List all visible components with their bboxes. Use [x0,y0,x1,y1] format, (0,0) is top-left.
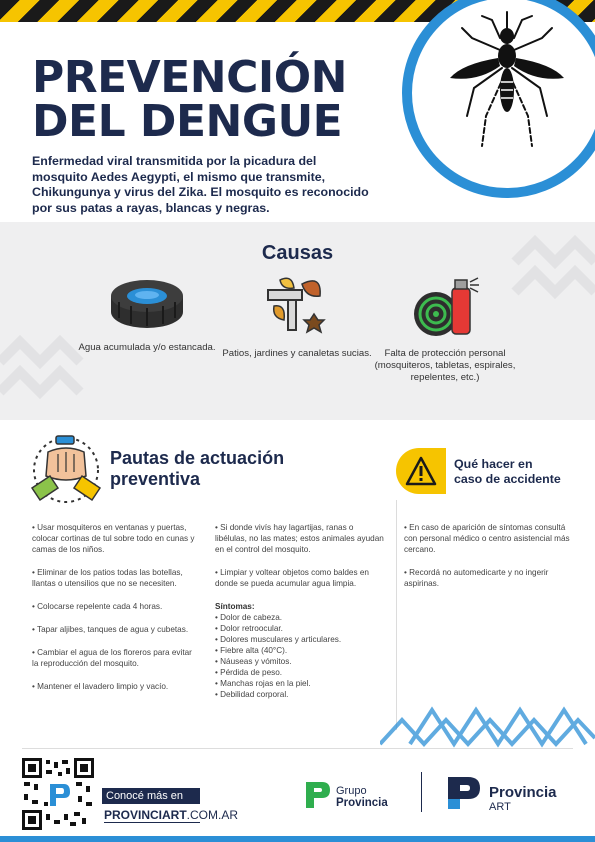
list-item: • Tapar aljibes, tanques de agua y cubetas. [32,625,189,634]
list-item: • Cambiar el agua de los floreros para evitar la reproducción del mosquito. [32,648,192,668]
sintoma-item: • Fiebre alta (40°C). [215,646,288,655]
accident-title [454,457,594,487]
website-link[interactable] [104,808,238,822]
provincia-art-logo-icon [446,775,482,811]
grupo-provincia-logo-icon [304,780,332,810]
sintoma-item: • Pérdida de peso. [215,668,283,677]
pautas-title-line-1: Pautas de actuación [110,448,285,468]
warning-icon [404,455,438,487]
column-divider [396,500,397,730]
provincia-art-sub: ART [489,801,511,813]
list-item: • Eliminar de los patios todas las botellas, llantas o utensilios que no se necesiten. [32,568,183,588]
cta-label: Conocé más en [102,788,200,804]
grupo-label: Grupo [336,785,367,797]
sintoma-item: • Manchas rojas en la piel. [215,679,311,688]
causas-section [0,222,595,420]
provincia-label: Provincia [336,797,388,809]
list-item: • Si donde vivís hay lagartijas, ranas o libélulas, no las mates; estos animales ayudan en el control del mosquito. [215,523,384,554]
cause-dirty-gutters [222,274,372,360]
cause-stagnant-water [72,274,222,354]
grupo-provincia-logo-text [336,785,388,809]
cause-label-1: Agua acumulada y/o estancada. [78,342,216,353]
pautas-column-1 [32,522,200,704]
page-title [32,52,348,147]
sintoma-item: • Dolor de cabeza. [215,613,283,622]
repellent-spray-icon [410,274,480,340]
bottom-bar [0,836,595,842]
mosquito-icon [412,0,595,188]
provincia-art-name: Provincia [489,784,557,801]
accidente-column [404,522,574,601]
accident-header [396,448,595,494]
list-item: • Usar mosquiteros en ventanas y puertas, colocar cortinas de tul sobre todo en cunas y camas de los niños. [32,523,195,554]
cause-label-2: Patios, jardines y canaletas sucias. [222,348,372,359]
list-item: • Recordá no automedicarte y no ingerir aspirinas. [404,568,549,588]
gutter-leaves-icon [262,274,332,340]
bottom-pattern [380,700,595,748]
list-item: • En caso de aparición de síntomas consultá con personal médico o centro asistencial más cercano. [404,523,570,554]
hands-icon [28,432,104,504]
list-item: • Limpiar y voltear objetos como baldes en donde se pueda acumular agua limpia. [215,568,369,588]
causas-title: Causas [261,242,334,264]
website-link-main[interactable]: PROVINCIART [104,808,187,822]
website-underline [104,822,200,823]
list-item: • Colocarse repelente cada 4 horas. [32,602,163,611]
mosquito-badge [402,0,595,198]
sintoma-item: • Náuseas y vómitos. [215,657,292,666]
pautas-title-line-2: preventiva [110,469,201,489]
title-line-2: DEL DENGUE [32,96,343,147]
sintomas-label: Síntomas: [215,602,255,611]
list-item: • Mantener el lavadero limpio y vacío. [32,682,169,691]
sintoma-item: • Debilidad corporal. [215,690,289,699]
footer-divider [22,748,573,749]
website-link-ext[interactable]: .COM.AR [186,808,239,822]
accident-title-line-2: caso de accidente [454,472,561,486]
cause-label-3: Falta de protección personal (mosquiteros, tabletas, espirales, repelentes, etc.) [374,348,516,383]
intro-text: Enfermedad viral transmitida por la picadura del mosquito Aedes Aegypti, el mismo que transmite, Chikungunya y virus del Zika. El mosquito es reconocido por sus patas a rayas, blancas y negras. [32,154,369,215]
sintoma-item: • Dolor retroocular. [215,624,283,633]
logo-divider [421,772,422,812]
qr-code[interactable] [22,758,94,830]
pautas-title [110,448,330,490]
cause-no-protection [370,274,520,384]
sintoma-item: • Dolores musculares y articulares. [215,635,342,644]
pautas-column-2 [215,522,385,700]
tire-icon [107,274,187,334]
title-line-1: PREVENCIÓN [32,52,348,103]
accident-title-line-1: Qué hacer en [454,457,533,471]
